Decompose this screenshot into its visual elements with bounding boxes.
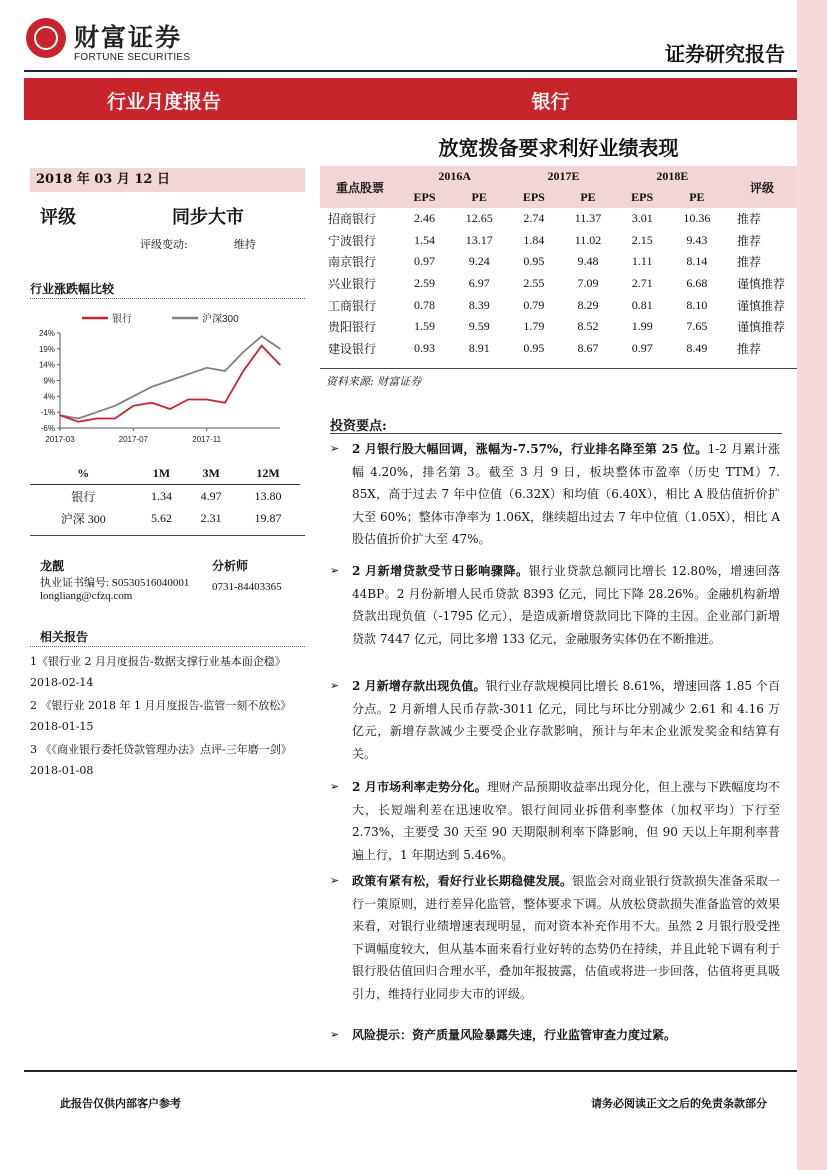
analyst-role: 分析师 (212, 559, 249, 573)
stock-rating: 谨慎推荐 (737, 320, 786, 335)
legend-label: 银行 (112, 314, 132, 325)
legend-label: 沪深300 (202, 314, 239, 325)
perf-header-cell: % (30, 462, 137, 485)
bullet-arrow-icon: ➢ (330, 874, 340, 887)
stock-value: 2.15 (631, 232, 653, 247)
stock-value: 11.02 (574, 232, 602, 247)
analyst-email[interactable]: longliang@cfzq.com (40, 590, 133, 602)
stock-subheader-cell: PE (558, 187, 617, 208)
stock-value: 6.97 (468, 276, 490, 291)
chart-section-title: 行业涨跌幅比较 (30, 282, 115, 296)
category-banner (24, 78, 797, 120)
perf-cell: 2.31 (200, 510, 222, 525)
stock-header-name: 重点股票 (320, 166, 400, 208)
header-divider (24, 70, 797, 72)
bullet-arrow-icon: ➢ (330, 564, 340, 577)
stock-value: 6.68 (686, 276, 708, 291)
stock-header-rating: 评级 (727, 166, 797, 208)
perf-cell: 1.34 (150, 488, 172, 503)
stock-name: 宁波银行 (328, 233, 377, 248)
series-point (59, 415, 61, 417)
y-tick-label: 4% (43, 392, 55, 402)
related-title: 相关报告 (40, 630, 89, 644)
stock-value: 1.84 (523, 232, 545, 247)
point-body: 1-2 月累计涨幅 4.20%，排名第 3。截至 3 月 9 日，板块整体市盈率（历史 TTM）7. 85X，高于过去 7 年中位值（6.32X）和均值（6.40X），相比 A 股估值折价扩大至 60%；整体市净率为 1.06X，继续超出过去 7 年中位值（1.05X），相比 A 股估值折价扩大至 47%。 (352, 442, 780, 547)
stock-subheader-cell: EPS (618, 187, 667, 208)
series-point (151, 402, 153, 404)
stock-value: 2.55 (523, 276, 545, 291)
investment-point (330, 776, 780, 866)
perf-header-cell: 3M (186, 462, 236, 485)
y-tick-label: 19% (38, 344, 55, 354)
stock-value: 0.95 (523, 254, 545, 269)
stock-value: 2.46 (414, 211, 436, 226)
analyst-name: 龙靓 (40, 559, 65, 573)
series-point (96, 411, 98, 413)
stock-subheader-cell: PE (449, 187, 509, 208)
related-report-item[interactable]: 3 《《商业银行委托贷款管理办法》点评-三年磨一剑》 2018-01-08 (30, 743, 292, 777)
section-divider (30, 646, 305, 647)
stock-subheader-cell: PE (667, 187, 727, 208)
perf-header-cell: 12M (236, 462, 300, 485)
perf-cell: 沪深 300 (60, 511, 106, 526)
series-point (133, 405, 135, 407)
stock-name: 工商银行 (328, 298, 377, 313)
series-point (133, 396, 135, 398)
series-point (206, 399, 208, 401)
stock-row (320, 338, 797, 360)
investment-point (330, 1024, 780, 1047)
stock-value: 7.65 (686, 319, 708, 334)
point-headline: 2 月银行股大幅回调，涨幅为-7.57%，行业排名降至第 25 位。 (352, 442, 708, 456)
investment-point (330, 675, 780, 765)
series-point (243, 351, 245, 353)
investment-divider (330, 433, 782, 434)
series-point (169, 408, 171, 410)
footer-right: 请务必阅读正文之后的免责条款部分 (591, 1097, 767, 1110)
series-point (78, 418, 80, 420)
perf-cell: 19.87 (254, 510, 282, 525)
investment-point (330, 870, 780, 1006)
stock-value: 8.14 (686, 254, 708, 269)
stock-value: 1.79 (523, 319, 545, 334)
investment-title: 投资要点: (330, 419, 387, 434)
stock-row (320, 251, 797, 273)
series-point (224, 370, 226, 372)
x-tick-label: 2017-11 (192, 435, 222, 444)
stock-value: 9.43 (686, 232, 708, 247)
stock-value: 2.74 (523, 211, 545, 226)
stock-value: 0.97 (631, 340, 653, 355)
report-type: 证券研究报告 (665, 42, 785, 66)
bullet-arrow-icon: ➢ (330, 780, 340, 793)
series-point (279, 364, 281, 366)
stock-rating: 推荐 (737, 233, 762, 248)
series-point (114, 405, 116, 407)
related-reports (30, 651, 305, 781)
point-body: 银行业贷款总额同比增长 12.80%，增速回落 44BP。2 月份新增人民币贷款 8393 亿元，同比下降 28.26%。金融机构新增贷款出现负值（-1795 亿元），是造成新增贷款同比下降的主因。企业部门新增贷款 7447 亿元，同比多增 133 亿元，金融服务实体仍在不断推进。 (352, 564, 780, 646)
stock-value: 8.52 (577, 319, 599, 334)
stock-value: 9.24 (468, 254, 490, 269)
related-report-item[interactable]: 2 《银行业 2018 年 1 月月度报告-监管一刻不放松》 2018-01-15 (30, 699, 292, 733)
stock-row (320, 273, 797, 295)
stock-header-year: 2016A (400, 166, 509, 187)
logo-english: FORTUNE SECURITIES (74, 52, 191, 63)
point-body: 理财产品预期收益率出现分化，但上涨与下跌幅度均不大，长短端利差在迅速收窄。银行间同业拆借利率整体（加权平均）下行至 2.73%，主要受 30 天至 90 天期限制利率下降影响，但 90 天以上年期利率普遍上行，1 年期达到 5.46%。 (352, 780, 780, 862)
stock-rating: 推荐 (737, 341, 762, 356)
stock-value: 10.36 (683, 211, 711, 226)
stock-value: 0.93 (414, 340, 436, 355)
series-line-bank (60, 346, 280, 422)
stock-header-year: 2018E (618, 166, 727, 187)
stock-value: 0.79 (523, 297, 545, 312)
table-source: 资料来源: 财富证券 (326, 375, 422, 388)
performance-table (30, 462, 300, 529)
series-point (188, 373, 190, 375)
stock-value: 0.97 (414, 254, 436, 269)
point-headline: 2 月新增贷款受节日影响骤降。 (352, 564, 529, 578)
point-headline: 2 月新增存款出现负值。 (352, 679, 486, 693)
right-sidebar-stripe (797, 0, 827, 1170)
series-point (243, 370, 245, 372)
footer-divider (24, 1070, 797, 1072)
stock-name: 贵阳银行 (328, 320, 377, 335)
perf-cell: 5.62 (150, 510, 172, 525)
stock-name: 南京银行 (328, 255, 377, 270)
series-point (279, 348, 281, 350)
stock-value: 0.95 (523, 340, 545, 355)
y-tick-label: 14% (38, 360, 55, 370)
stock-value: 8.29 (577, 297, 599, 312)
stock-table-bottom-rule (320, 368, 797, 369)
point-headline: 风险提示：资产质量风险暴露失速，行业监管审查力度过紧。 (352, 1028, 677, 1042)
stock-value: 7.09 (577, 276, 599, 291)
series-point (169, 380, 171, 382)
stock-value: 8.67 (577, 340, 599, 355)
stock-value: 1.54 (414, 232, 436, 247)
series-point (96, 418, 98, 420)
perf-row (30, 485, 300, 508)
key-stocks-table (320, 166, 797, 359)
footer-left: 此报告仅供内部客户参考 (60, 1097, 181, 1110)
series-point (114, 418, 116, 420)
section-divider (30, 298, 305, 299)
series-point (224, 402, 226, 404)
stock-rating: 谨慎推荐 (737, 298, 786, 313)
logo-text: 财富证券 (74, 23, 183, 52)
series-line-hs300 (60, 336, 280, 418)
investment-point (330, 438, 780, 551)
stock-value: 0.78 (414, 297, 436, 312)
bullet-arrow-icon: ➢ (330, 442, 340, 455)
series-point (206, 367, 208, 369)
stock-value: 2.71 (631, 276, 653, 291)
stock-value: 2.59 (414, 276, 436, 291)
stock-name: 招商银行 (328, 212, 377, 227)
table-bottom-rule (30, 535, 305, 536)
stock-value: 13.17 (465, 232, 493, 247)
stock-header-year: 2017E (509, 166, 617, 187)
stock-rating: 谨慎推荐 (737, 277, 786, 292)
stock-rating: 推荐 (737, 255, 762, 270)
stock-row (320, 294, 797, 316)
rating-label: 评级 (40, 207, 76, 228)
related-report-item[interactable]: 1《银行业 2 月月度报告-数据支撑行业基本面企稳》 2018-02-14 (30, 655, 286, 689)
stock-value: 0.81 (631, 297, 653, 312)
category-left: 行业月度报告 (106, 91, 221, 113)
y-tick-label: -6% (40, 424, 55, 433)
rating-value: 同步大市 (172, 207, 244, 228)
stock-value: 3.01 (631, 211, 653, 226)
series-point (78, 421, 80, 423)
report-title: 放宽拨备要求利好业绩表现 (438, 136, 679, 160)
stock-row (320, 230, 797, 252)
point-body: 银行业存款规模同比增长 8.61%，增速回落 1.85 个百分点。2 月新增人民币存款-3011 亿元，同比与环比分别减少 2.61 和 4.16 万亿元，新增存款减少主要受企业存款影响，预计与年末企业派发奖金和结算有关。 (352, 679, 780, 761)
x-tick-label: 2017-03 (45, 435, 75, 444)
stock-name: 建设银行 (328, 341, 377, 356)
series-point (261, 335, 263, 337)
rating-change-label: 评级变动: (140, 238, 188, 251)
stock-value: 11.37 (574, 211, 602, 226)
perf-header-cell: 1M (137, 462, 187, 485)
bullet-arrow-icon: ➢ (330, 679, 340, 692)
stock-value: 9.59 (468, 319, 490, 334)
category-right: 银行 (531, 91, 570, 113)
logo-icon (26, 18, 66, 58)
stock-name: 兴业银行 (328, 277, 377, 292)
point-headline: 2 月市场利率走势分化。 (352, 780, 487, 794)
perf-cell: 13.80 (254, 488, 282, 503)
stock-value: 9.48 (577, 254, 599, 269)
stock-value: 8.39 (468, 297, 490, 312)
stock-rating: 推荐 (737, 212, 762, 227)
series-point (261, 345, 263, 347)
bullet-arrow-icon: ➢ (330, 1028, 340, 1041)
point-body: 银监会对商业银行贷款损失准备采取一行一策原则，进行差异化监管，整体要求下调。从放松贷款损失准备监管的效果来看，对银行业绩增速表现明显，而对资本补充作用不大。虽然 2 月银行股受挫下调幅度较大，但从基本面来看行业好转的态势仍在持续，并且此轮下调有利于银行股估值回归合理水平，叠加年报披露，估值或将进一步回落，估值将更具吸引力，维持行业同步大市的评级。 (352, 874, 780, 1001)
stock-value: 8.49 (686, 340, 708, 355)
investment-point (330, 560, 780, 650)
stock-value: 12.65 (465, 211, 493, 226)
x-tick-label: 2017-07 (118, 435, 149, 444)
analyst-phone: 0731-84403365 (212, 581, 282, 593)
industry-performance-chart (30, 305, 305, 455)
y-tick-label: 9% (43, 376, 55, 386)
stock-subheader-cell: EPS (400, 187, 449, 208)
stock-value: 8.10 (686, 297, 708, 312)
stock-value: 1.99 (631, 319, 653, 334)
rating-change-value: 维持 (233, 238, 256, 251)
series-point (188, 399, 190, 401)
perf-cell: 银行 (71, 489, 96, 504)
stock-subheader-cell: EPS (509, 187, 558, 208)
stock-value: 8.91 (468, 340, 490, 355)
y-tick-label: -1% (40, 408, 55, 418)
stock-row (320, 316, 797, 338)
y-tick-label: 24% (38, 329, 55, 338)
stock-value: 1.59 (414, 319, 436, 334)
perf-row (30, 507, 300, 529)
point-headline: 政策有紧有松，看好行业长期稳健发展。 (352, 874, 573, 888)
perf-cell: 4.97 (200, 488, 222, 503)
stock-row (320, 208, 797, 230)
report-date: 2018 年 03 月 12 日 (30, 168, 305, 192)
rating-change (140, 236, 256, 252)
analyst-cert: 执业证书编号: S0530516040001 (40, 577, 190, 589)
series-point (151, 386, 153, 388)
stock-value: 1.11 (631, 254, 653, 269)
